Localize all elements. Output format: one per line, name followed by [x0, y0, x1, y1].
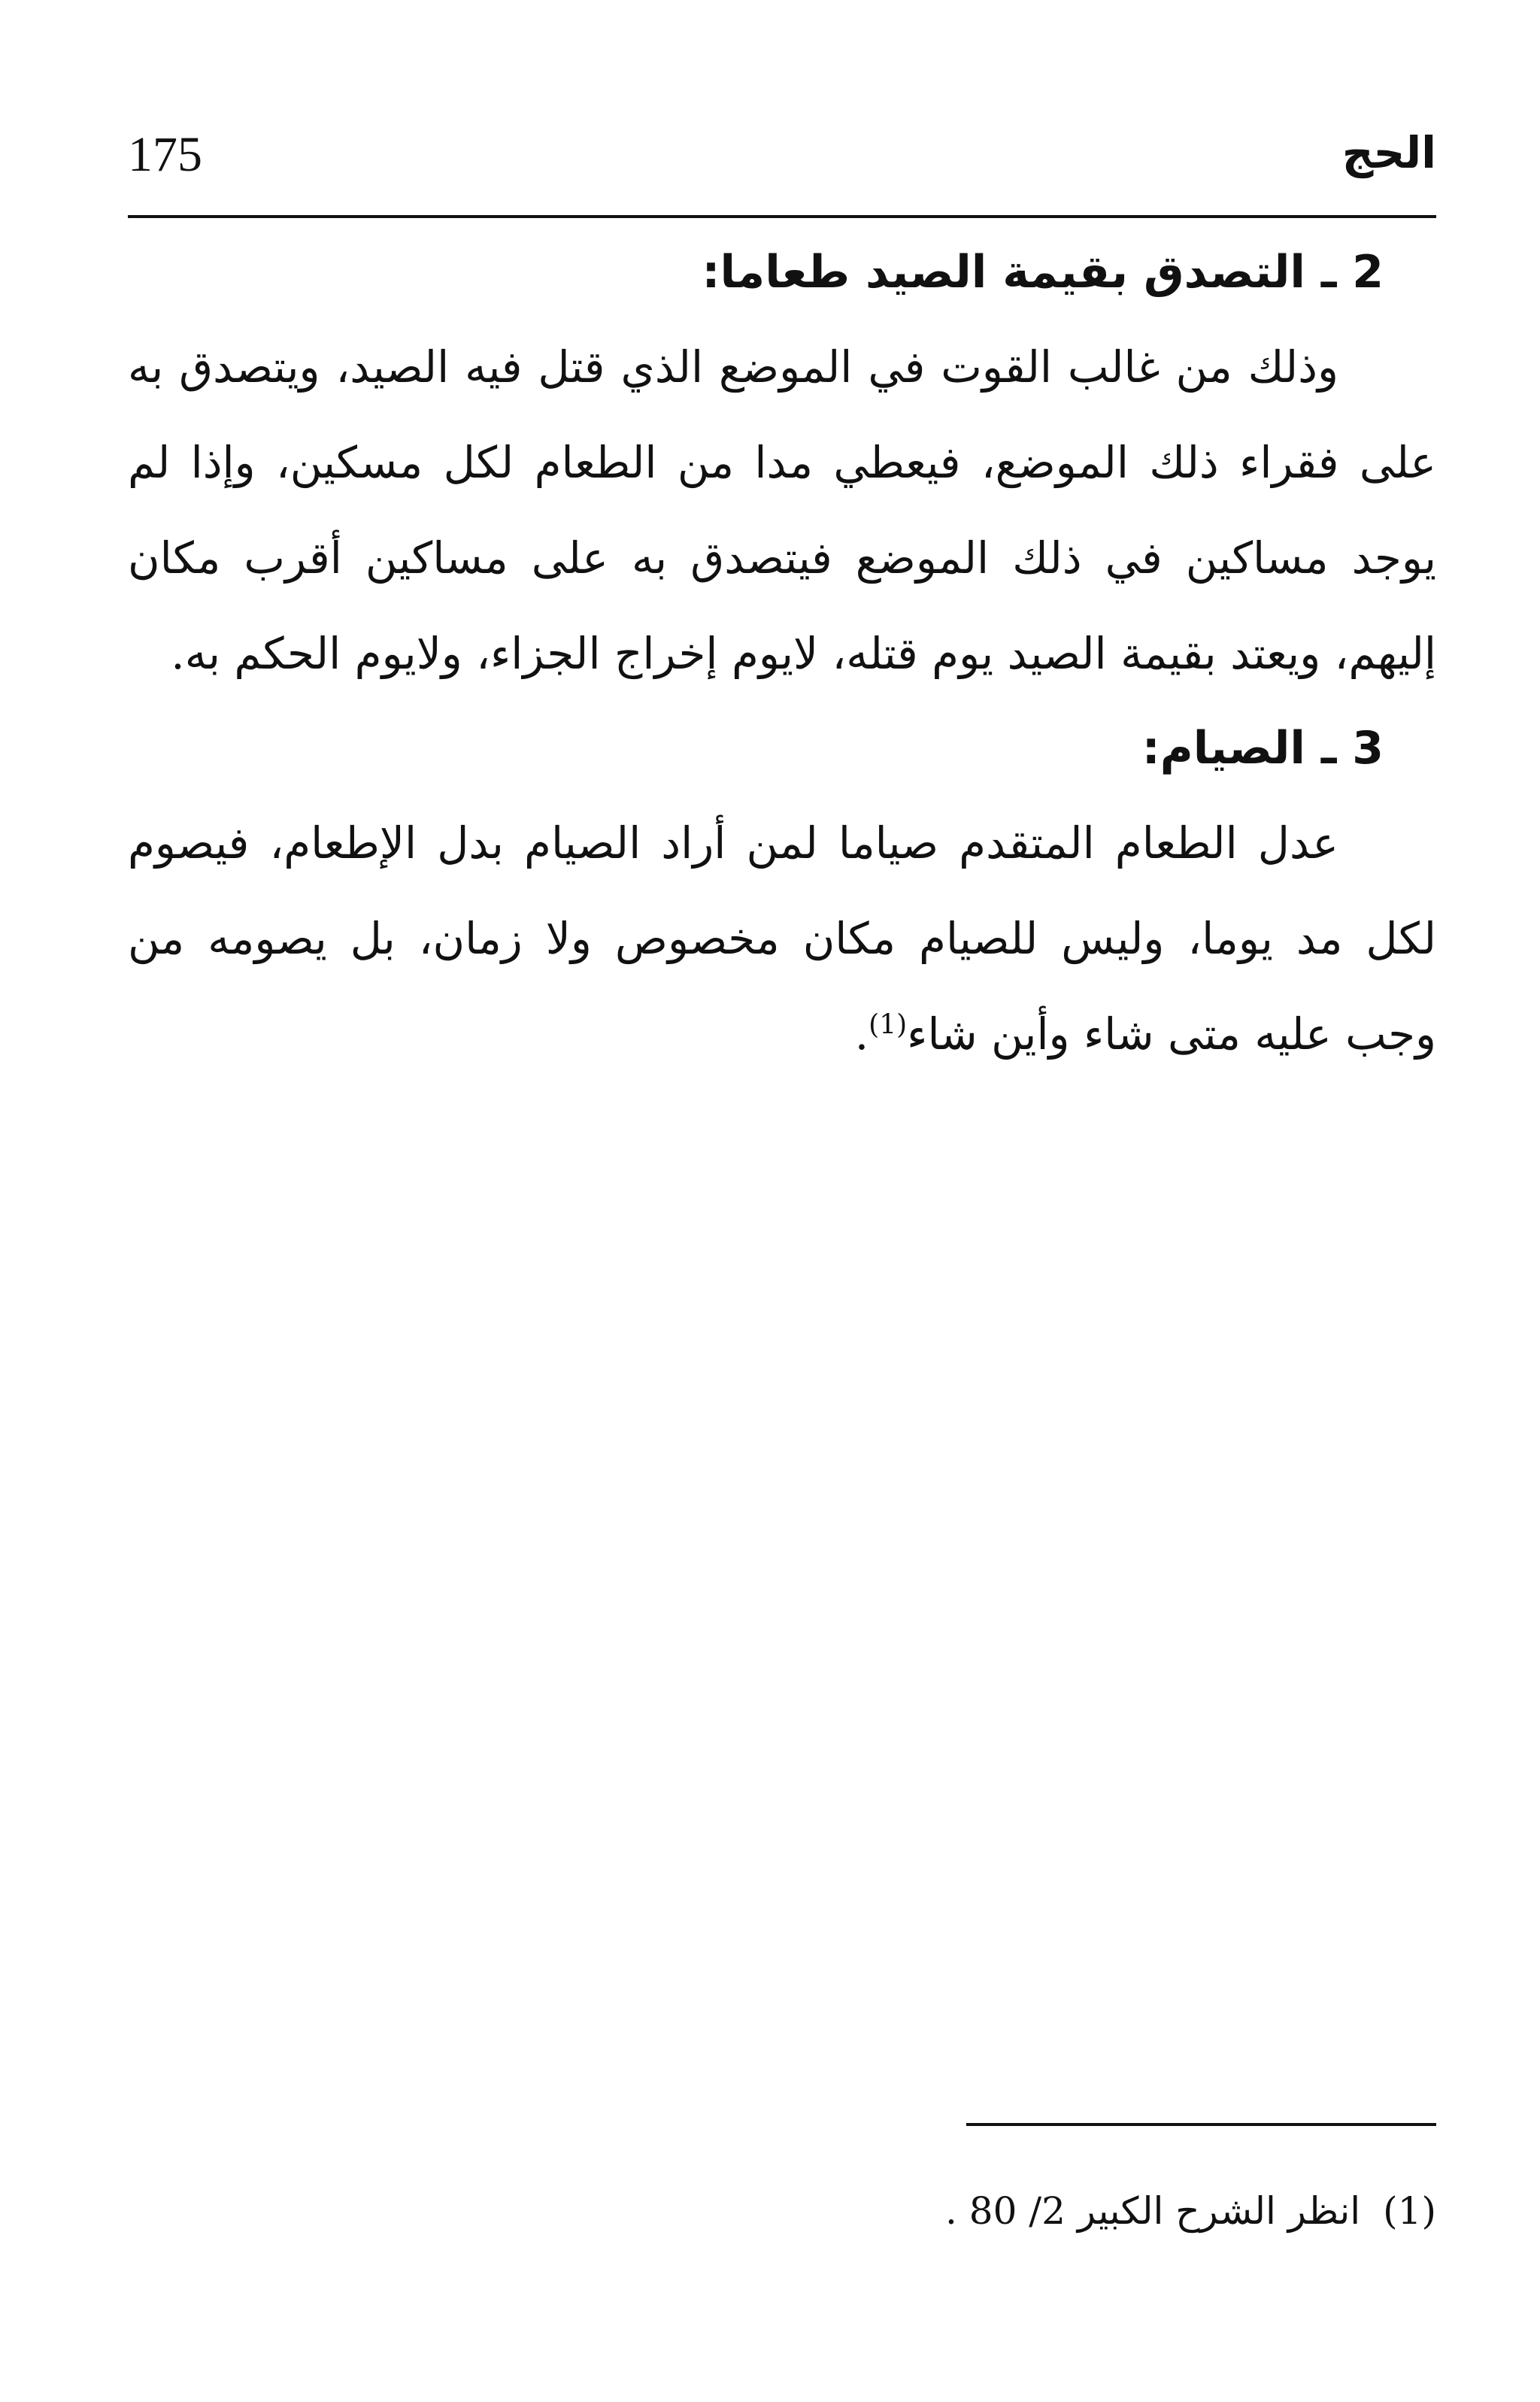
footnote-divider [966, 2123, 1436, 2126]
section-heading-charity: 2 ـ التصدق بقيمة الصيد طعاما: [702, 246, 1384, 299]
running-head [128, 119, 1436, 202]
header-divider [128, 215, 1436, 218]
paragraph-fasting [128, 796, 1436, 1082]
body-text [128, 226, 1436, 1082]
page-number: 175 [128, 127, 202, 182]
footnote [128, 2177, 1436, 2245]
footnote-reference: (1) [869, 1009, 908, 1041]
footnote-text: انظر الشرح الكبير 2/ 80 . [944, 2189, 1361, 2233]
paragraph-fasting-end: . [854, 1008, 869, 1060]
paragraph-fasting-text: عدل الطعام المتقدم صياما لمن أراد الصيام بدل الإطعام، فيصوم لكل مد يوما، وليس للصيام مكان مخصوص ولا زمان، بل يصومه من وجب عليه متى شاء وأين شاء [128, 817, 1436, 1060]
footnote-marker: (1) [1383, 2189, 1436, 2233]
section-heading-fasting: 3 ـ الصيام: [1141, 722, 1384, 775]
chapter-title: الحج [1341, 127, 1436, 178]
paragraph-charity: وذلك من غالب القوت في الموضع الذي قتل فيه الصيد، ويتصدق به على فقراء ذلك الموضع، فيعطي مدا من الطعام لكل مسكين، وإذا لم يوجد مساكين في ذلك الموضع فيتصدق به على مساكين أقرب مكان إليهم، ويعتد بقيمة الصيد يوم قتله، لايوم إخراج الجزاء، ولايوم الحكم به. [128, 341, 1436, 679]
